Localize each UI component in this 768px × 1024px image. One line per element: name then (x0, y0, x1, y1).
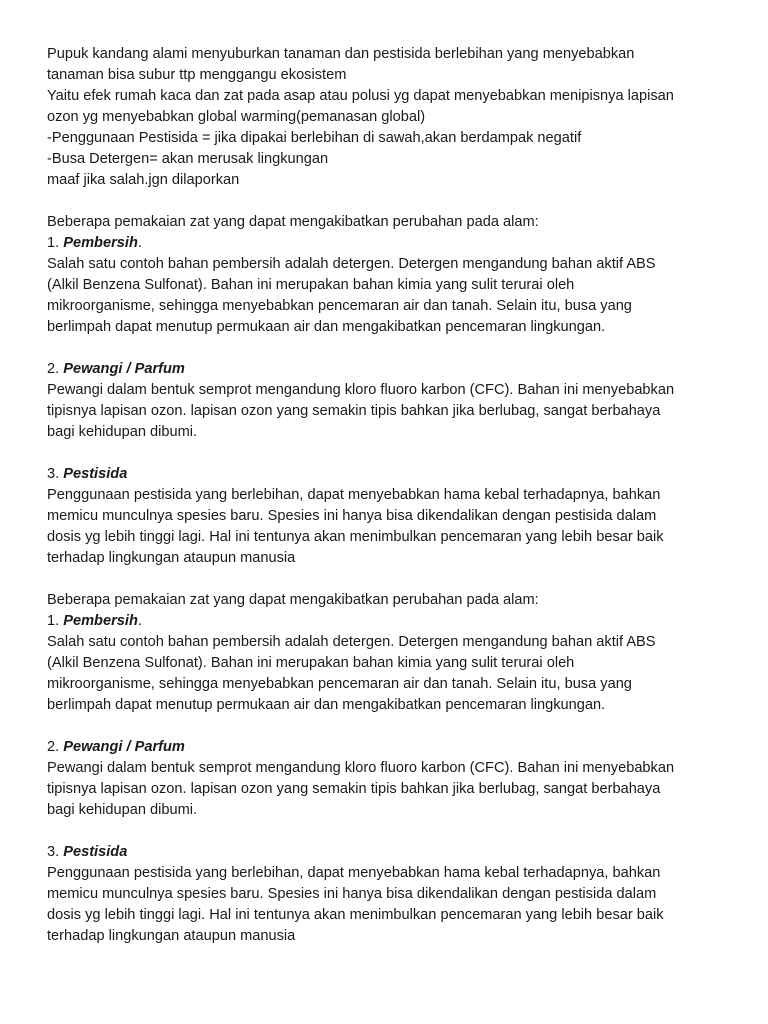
item-body-line: dosis yg lebih tinggi lagi. Hal ini tentunya akan menimbulkan pencemaran yang lebih besar baik (47, 907, 664, 923)
item-body-line: Penggunaan pestisida yang berlebihan, dapat menyebabkan hama kebal terhadapnya, bahkan (47, 865, 661, 881)
item-title: Pembersih (63, 235, 138, 251)
item-title: Pewangi / Parfum (63, 361, 185, 377)
item-body-line: berlimpah dapat menutup permukaan air dan mengakibatkan pencemaran lingkungan. (47, 319, 606, 335)
item-suffix: . (137, 613, 142, 629)
paragraph-spacer (47, 569, 737, 590)
item-body-line: dosis yg lebih tinggi lagi. Hal ini tentunya akan menimbulkan pencemaran yang lebih besar baik (47, 529, 664, 545)
item-number: 2. (47, 361, 64, 377)
item-title: Pestisida (63, 844, 128, 860)
item-body-line: tipisnya lapisan ozon. lapisan ozon yang semakin tipis bahkan jika berlubag, sangat berbahaya (47, 403, 661, 419)
item-heading (47, 464, 737, 485)
item-number: 3. (47, 844, 64, 860)
item-heading (47, 233, 737, 254)
item-body-line: Penggunaan pestisida yang berlebihan, dapat menyebabkan hama kebal terhadapnya, bahkan (47, 487, 661, 503)
intro-line: -Busa Detergen= akan merusak lingkungan (47, 151, 329, 167)
item-body-line: mikroorganisme, sehingga menyebabkan pencemaran air dan tanah. Selain itu, busa yang (47, 298, 632, 314)
intro-line: Yaitu efek rumah kaca dan zat pada asap atau polusi yg dapat menyebabkan menipisnya lapisan (47, 88, 674, 104)
item-body-line: mikroorganisme, sehingga menyebabkan pencemaran air dan tanah. Selain itu, busa yang (47, 676, 632, 692)
item-heading (47, 611, 737, 632)
list-item-pewangi (47, 737, 737, 821)
item-number: 3. (47, 466, 64, 482)
item-suffix: . (137, 235, 142, 251)
item-body-line: (Alkil Benzena Sulfonat). Bahan ini merupakan bahan kimia yang sulit terurai oleh (47, 277, 575, 293)
item-body-line: memicu munculnya spesies baru. Spesies ini hanya bisa dikendalikan dengan pestisida dalam (47, 508, 657, 524)
item-body-line: Pewangi dalam bentuk semprot mengandung kloro fluoro karbon (CFC). Bahan ini menyebabkan (47, 382, 675, 398)
document-page (47, 44, 737, 947)
section-first (47, 212, 737, 569)
intro-line: Pupuk kandang alami menyuburkan tanaman dan pestisida berlebihan yang menyebabkan (47, 46, 635, 62)
list-item-pestisida (47, 464, 737, 569)
item-number: 1. (47, 613, 64, 629)
intro-line: maaf jika salah.jgn dilaporkan (47, 172, 240, 188)
item-heading (47, 737, 737, 758)
intro-paragraph (47, 44, 737, 191)
item-body-line: Salah satu contoh bahan pembersih adalah detergen. Detergen mengandung bahan aktif ABS (47, 634, 656, 650)
item-body-line: terhadap lingkungan ataupun manusia (47, 550, 296, 566)
list-item-pestisida (47, 842, 737, 947)
item-title: Pewangi / Parfum (63, 739, 185, 755)
paragraph-spacer (47, 338, 737, 359)
item-body-line: bagi kehidupan dibumi. (47, 802, 198, 818)
intro-line: -Penggunaan Pestisida = jika dipakai berlebihan di sawah,akan berdampak negatif (47, 130, 582, 146)
paragraph-spacer (47, 191, 737, 212)
item-title: Pembersih (63, 613, 138, 629)
item-number: 2. (47, 739, 64, 755)
intro-line: tanaman bisa subur ttp menggangu ekosistem (47, 67, 347, 83)
item-body-line: memicu munculnya spesies baru. Spesies ini hanya bisa dikendalikan dengan pestisida dalam (47, 886, 657, 902)
item-title: Pestisida (63, 466, 128, 482)
item-body-line: berlimpah dapat menutup permukaan air dan mengakibatkan pencemaran lingkungan. (47, 697, 606, 713)
list-item-pembersih (47, 611, 737, 716)
item-body-line: (Alkil Benzena Sulfonat). Bahan ini merupakan bahan kimia yang sulit terurai oleh (47, 655, 575, 671)
item-body-line: terhadap lingkungan ataupun manusia (47, 928, 296, 944)
item-body-line: Salah satu contoh bahan pembersih adalah detergen. Detergen mengandung bahan aktif ABS (47, 256, 656, 272)
paragraph-spacer (47, 821, 737, 842)
item-body-line: Pewangi dalam bentuk semprot mengandung kloro fluoro karbon (CFC). Bahan ini menyebabkan (47, 760, 675, 776)
item-body-line: tipisnya lapisan ozon. lapisan ozon yang semakin tipis bahkan jika berlubag, sangat berbahaya (47, 781, 661, 797)
section-lead: Beberapa pemakaian zat yang dapat mengakibatkan perubahan pada alam: (47, 592, 539, 608)
paragraph-spacer (47, 443, 737, 464)
item-body-line: bagi kehidupan dibumi. (47, 424, 198, 440)
item-heading (47, 842, 737, 863)
list-item-pewangi (47, 359, 737, 443)
item-heading (47, 359, 737, 380)
section-second (47, 590, 737, 947)
item-number: 1. (47, 235, 64, 251)
list-item-pembersih (47, 233, 737, 338)
intro-line: ozon yg menyebabkan global warming(pemanasan global) (47, 109, 426, 125)
paragraph-spacer (47, 716, 737, 737)
section-lead: Beberapa pemakaian zat yang dapat mengakibatkan perubahan pada alam: (47, 214, 539, 230)
